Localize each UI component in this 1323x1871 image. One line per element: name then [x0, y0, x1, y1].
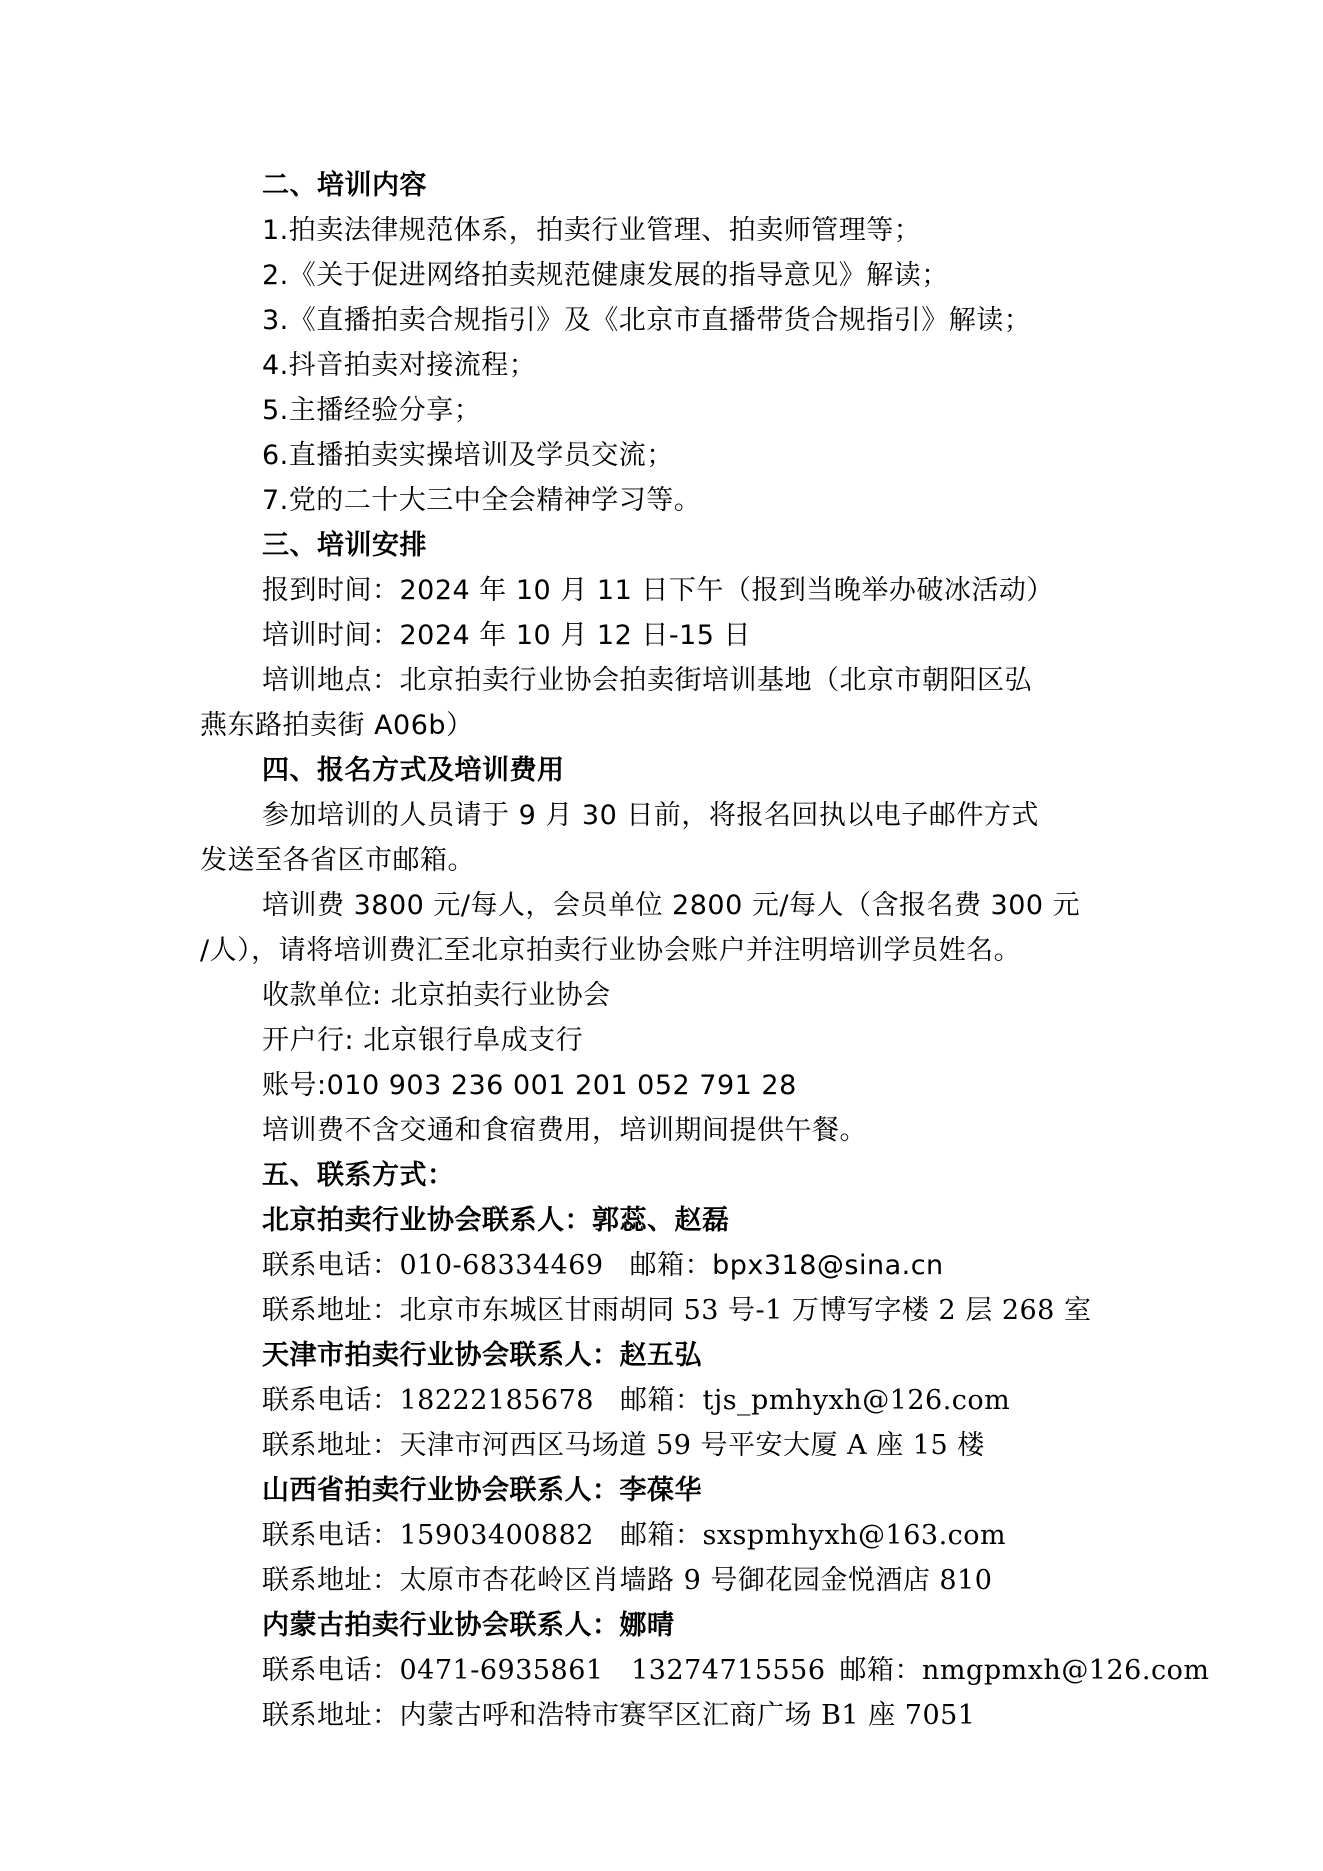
fee-note: 培训费不含交通和食宿费用，培训期间提供午餐。	[262, 1115, 867, 1146]
contact-email: 邮箱：tjs_pmhyxh@126.com	[619, 1385, 1011, 1416]
account-number: 账号:010 903 236 001 201 052 791 28	[262, 1070, 797, 1101]
fee-paragraph-cont: /人），请将培训费汇至北京拍卖行业协会账户并注明培训学员姓名。	[200, 935, 1022, 966]
contact-phone: 联系电话：0471-6935861 13274715556	[262, 1655, 826, 1686]
training-location-cont: 燕东路拍卖街 A06b）	[200, 710, 474, 741]
training-location: 培训地点：北京拍卖行业协会拍卖街培训基地（北京市朝阳区弘	[262, 665, 1032, 696]
contact-phone: 联系电话：15903400882	[262, 1520, 594, 1551]
section-heading-training-schedule: 三、培训安排	[262, 530, 427, 561]
list-item: 6.直播拍卖实操培训及学员交流；	[262, 440, 674, 471]
contact-email: 邮箱：bpx318@sina.cn	[629, 1250, 944, 1281]
contact-address: 联系地址：北京市东城区甘雨胡同 53 号-1 万博写字楼 2 层 268 室	[262, 1295, 1092, 1326]
contact-title: 北京拍卖行业协会联系人：郭蕊、赵磊	[262, 1205, 730, 1236]
contact-phone-email	[262, 1653, 1209, 1689]
section-heading-contacts: 五、联系方式：	[262, 1160, 455, 1191]
list-item: 1.拍卖法律规范体系，拍卖行业管理、拍卖师管理等；	[262, 215, 922, 246]
list-item: 3.《直播拍卖合规指引》及《北京市直播带货合规指引》解读；	[262, 305, 1032, 336]
contact-title: 山西省拍卖行业协会联系人：李葆华	[262, 1475, 702, 1506]
contact-address: 联系地址：内蒙古呼和浩特市赛罕区汇商广场 B1 座 7051	[262, 1700, 976, 1731]
list-item: 7.党的二十大三中全会精神学习等。	[262, 485, 702, 516]
contact-phone-email	[262, 1518, 1006, 1554]
contact-address: 联系地址：天津市河西区马场道 59 号平安大厦 A 座 15 楼	[262, 1430, 985, 1461]
contact-email: 邮箱：sxspmhyxh@163.com	[619, 1520, 1007, 1551]
section-heading-registration-fees: 四、报名方式及培训费用	[262, 755, 565, 786]
contact-address: 联系地址：太原市杏花岭区肖墙路 9 号御花园金悦酒店 810	[262, 1565, 993, 1596]
registration-paragraph-cont: 发送至各省区市邮箱。	[200, 845, 475, 876]
list-item: 4.抖音拍卖对接流程；	[262, 350, 537, 381]
contact-title: 内蒙古拍卖行业协会联系人：娜晴	[262, 1610, 675, 1641]
list-item: 2.《关于促进网络拍卖规范健康发展的指导意见》解读；	[262, 260, 949, 291]
contact-phone-email	[262, 1248, 944, 1284]
contact-email: 邮箱：nmgpmxh@126.com	[839, 1655, 1210, 1686]
contact-phone: 联系电话：010-68334469	[262, 1250, 604, 1281]
training-time: 培训时间：2024 年 10 月 12 日-15 日	[262, 620, 752, 651]
fee-paragraph: 培训费 3800 元/每人，会员单位 2800 元/每人（含报名费 300 元	[262, 890, 1081, 921]
list-item: 5.主播经验分享；	[262, 395, 482, 426]
payee: 收款单位: 北京拍卖行业协会	[262, 980, 611, 1011]
bank-name: 开户行: 北京银行阜成支行	[262, 1025, 584, 1056]
section-heading-training-content: 二、培训内容	[262, 170, 427, 201]
contact-title: 天津市拍卖行业协会联系人：赵五弘	[262, 1340, 702, 1371]
contact-phone: 联系电话：18222185678	[262, 1385, 594, 1416]
contact-phone-email	[262, 1383, 1010, 1419]
checkin-time: 报到时间：2024 年 10 月 11 日下午（报到当晚举办破冰活动）	[262, 575, 1054, 606]
registration-paragraph: 参加培训的人员请于 9 月 30 日前，将报名回执以电子邮件方式	[262, 800, 1039, 831]
